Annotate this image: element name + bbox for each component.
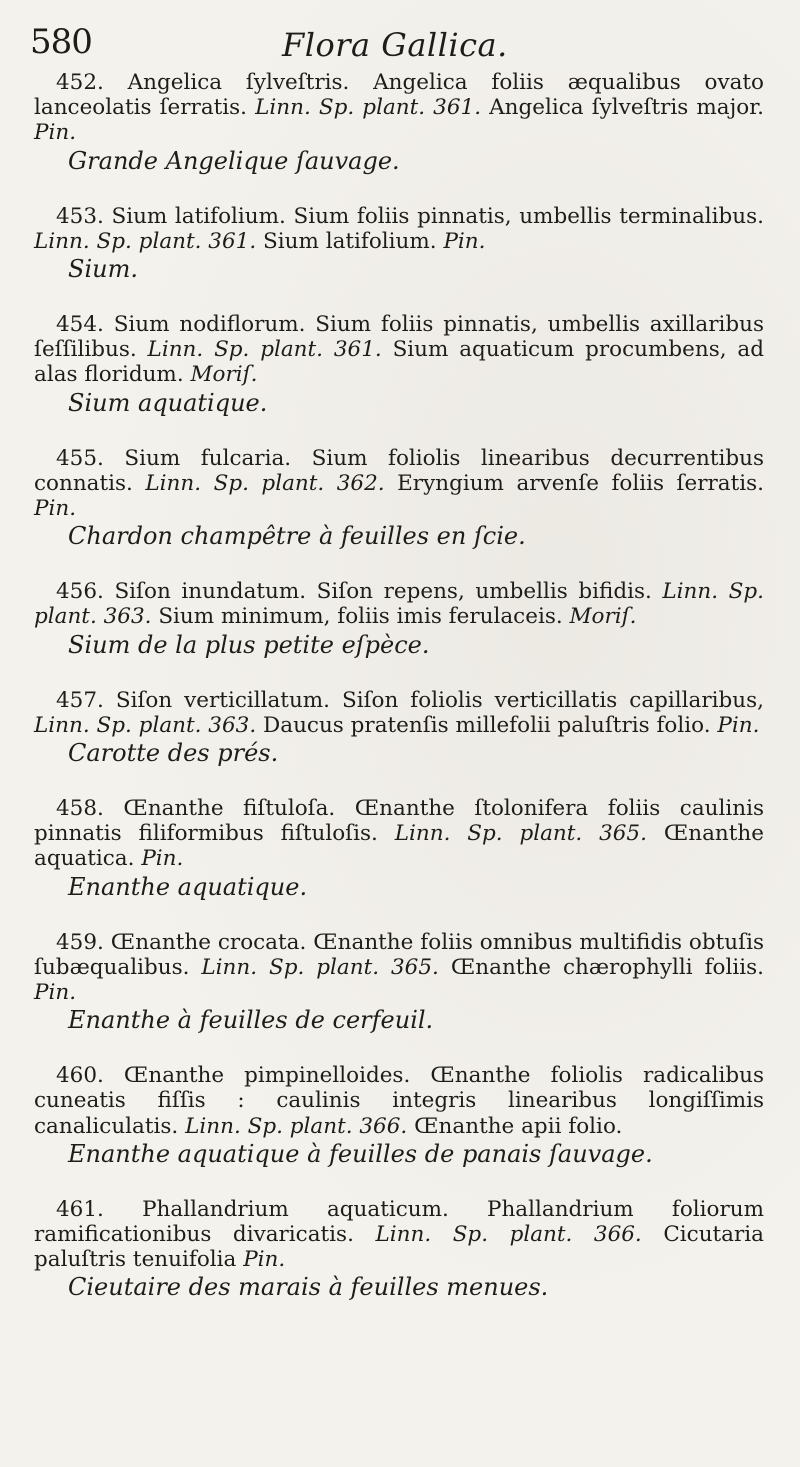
author-reference: Pin. <box>34 980 77 1006</box>
entry-latin-text <box>34 1197 764 1273</box>
synonym: Sium latifolium. <box>263 228 437 254</box>
entry-description: Œnanthe pimpinelloides. Œnanthe foliolis radicalibus cuneatis fiſſis : caulinis integris linearibus longiſſimis canaliculatis. <box>34 1063 764 1139</box>
synonym: Angelica ſylveſtris major. <box>489 95 764 121</box>
entry-453 <box>34 204 764 284</box>
entry-description: Angelica ſylveſtris. Angelica foliis æqualibus ovato lanceolatis ſerratis. <box>34 70 764 121</box>
synonym: Sium minimum, foliis imis ferulaceis. <box>158 604 563 630</box>
synonym: Daucus pratenſis millefolii paluſtris folio. <box>263 712 711 738</box>
entry-number: 460. <box>56 1063 104 1089</box>
linnaeus-reference: Linn. Sp. plant. 361. <box>147 337 382 363</box>
author-reference: Pin. <box>141 846 184 872</box>
entry-number: 455. <box>56 445 104 471</box>
entry-description: Siſon inundatum. Siſon repens, umbellis bifidis. <box>114 579 652 605</box>
french-name: Cieutaire des marais à feuilles menues. <box>68 1273 549 1302</box>
french-name: Sium de la plus petite eſpèce. <box>68 630 430 659</box>
synonym: Œnanthe aquatica. <box>34 821 764 872</box>
linnaeus-reference: Linn. Sp. plant. 365. <box>201 954 439 980</box>
synonym: Sium aquaticum procumbens, ad alas floridum. <box>34 337 764 388</box>
running-title: Flora Gallica. <box>282 26 508 64</box>
entry-description: Œnanthe crocata. Œnanthe foliis omnibus multifidis obtuſis ſubæqualibus. <box>34 929 764 980</box>
french-name: Sium aquatique. <box>68 388 268 417</box>
entry-description: Phallandrium aquaticum. Phallandrium foliorum ramificationibus divaricatis. <box>34 1196 764 1248</box>
entry-description: Siſon verticillatum. Siſon foliolis verticillatis capillaribus, <box>115 687 764 713</box>
linnaeus-reference: Linn. Sp. plant. 361. <box>34 228 257 254</box>
entry-description: Œnanthe fiſtuloſa. Œnanthe ſtolonifera foliis caulinis pinnatis filiformibus fiſtuloſis. <box>34 796 765 847</box>
synonym: Œnanthe chærophylli foliis. <box>450 954 764 980</box>
entry-number: 459. <box>56 929 104 955</box>
entry-number: 452. <box>56 70 104 95</box>
entry-latin-text <box>34 688 764 738</box>
entry-description: Sium nodiflorum. Sium foliis pinnatis, umbellis axillaribus ſeſſilibus. <box>34 312 764 363</box>
entry-459 <box>34 930 764 1036</box>
entry-number: 458. <box>56 796 104 822</box>
entry-458 <box>34 796 764 902</box>
entry-number: 454. <box>56 312 104 338</box>
entry-455 <box>34 446 764 552</box>
entry-452 <box>34 70 764 176</box>
entry-latin-text <box>34 1063 764 1139</box>
author-reference: Pin. <box>443 228 486 254</box>
author-reference: Moriſ. <box>190 362 258 388</box>
entry-latin-text <box>34 446 764 522</box>
french-name: Sium. <box>68 255 138 284</box>
entry-456 <box>34 579 764 659</box>
entry-number: 453. <box>56 203 104 229</box>
author-reference: Pin. <box>717 712 760 738</box>
entry-number: 456. <box>56 579 104 605</box>
entry-description: Sium fulcaria. Sium foliolis linearibus decurrentibus connatis. <box>34 445 764 496</box>
linnaeus-reference: Linn. Sp. plant. 363. <box>34 712 257 738</box>
entry-description: Sium latifolium. Sium foliis pinnatis, umbellis terminalibus. <box>111 203 764 229</box>
linnaeus-reference: Linn. Sp. plant. 362. <box>145 470 385 496</box>
entry-457 <box>34 688 764 768</box>
linnaeus-reference: Linn. Sp. plant. 366. <box>185 1113 408 1139</box>
entry-number: 461. <box>56 1196 104 1222</box>
author-reference: Pin. <box>243 1247 286 1273</box>
french-name: Enanthe aquatique. <box>68 872 308 901</box>
french-name: Carotte des prés. <box>68 739 279 768</box>
page-number: 580 <box>30 22 92 62</box>
french-name: Grande Angelique ſauvage. <box>68 146 400 175</box>
synonym: Cicutaria paluſtris tenuifolia <box>34 1222 764 1273</box>
linnaeus-reference: Linn. Sp. plant. 361. <box>255 95 482 121</box>
entry-454 <box>34 312 764 418</box>
entry-latin-text <box>34 796 764 872</box>
linnaeus-reference: Linn. Sp. plant. 366. <box>375 1222 642 1248</box>
entry-461 <box>34 1197 764 1303</box>
linnaeus-reference: Linn. Sp. plant. 363. <box>34 579 764 630</box>
entry-latin-text <box>34 312 764 388</box>
author-reference: Pin. <box>34 496 77 522</box>
entry-460 <box>34 1063 764 1169</box>
entry-latin-text <box>34 70 764 146</box>
french-name: Enanthe aquatique à feuilles de panais ſauvage. <box>68 1139 653 1168</box>
entry-latin-text <box>34 930 764 1006</box>
french-name: Enanthe à feuilles de cerfeuil. <box>68 1006 434 1035</box>
author-reference: Pin. <box>34 120 77 146</box>
french-name: Chardon champêtre à feuilles en ſcie. <box>68 522 526 551</box>
synonym: Œnanthe apii folio. <box>414 1113 623 1139</box>
entries-list <box>34 70 764 1302</box>
entry-latin-text <box>34 204 764 254</box>
author-reference: Moriſ. <box>569 604 637 630</box>
entry-number: 457. <box>56 687 104 713</box>
entry-latin-text <box>34 579 764 629</box>
linnaeus-reference: Linn. Sp. plant. 365. <box>394 821 647 847</box>
synonym: Eryngium arvenſe foliis ſerratis. <box>397 470 764 496</box>
page-header <box>30 22 770 72</box>
